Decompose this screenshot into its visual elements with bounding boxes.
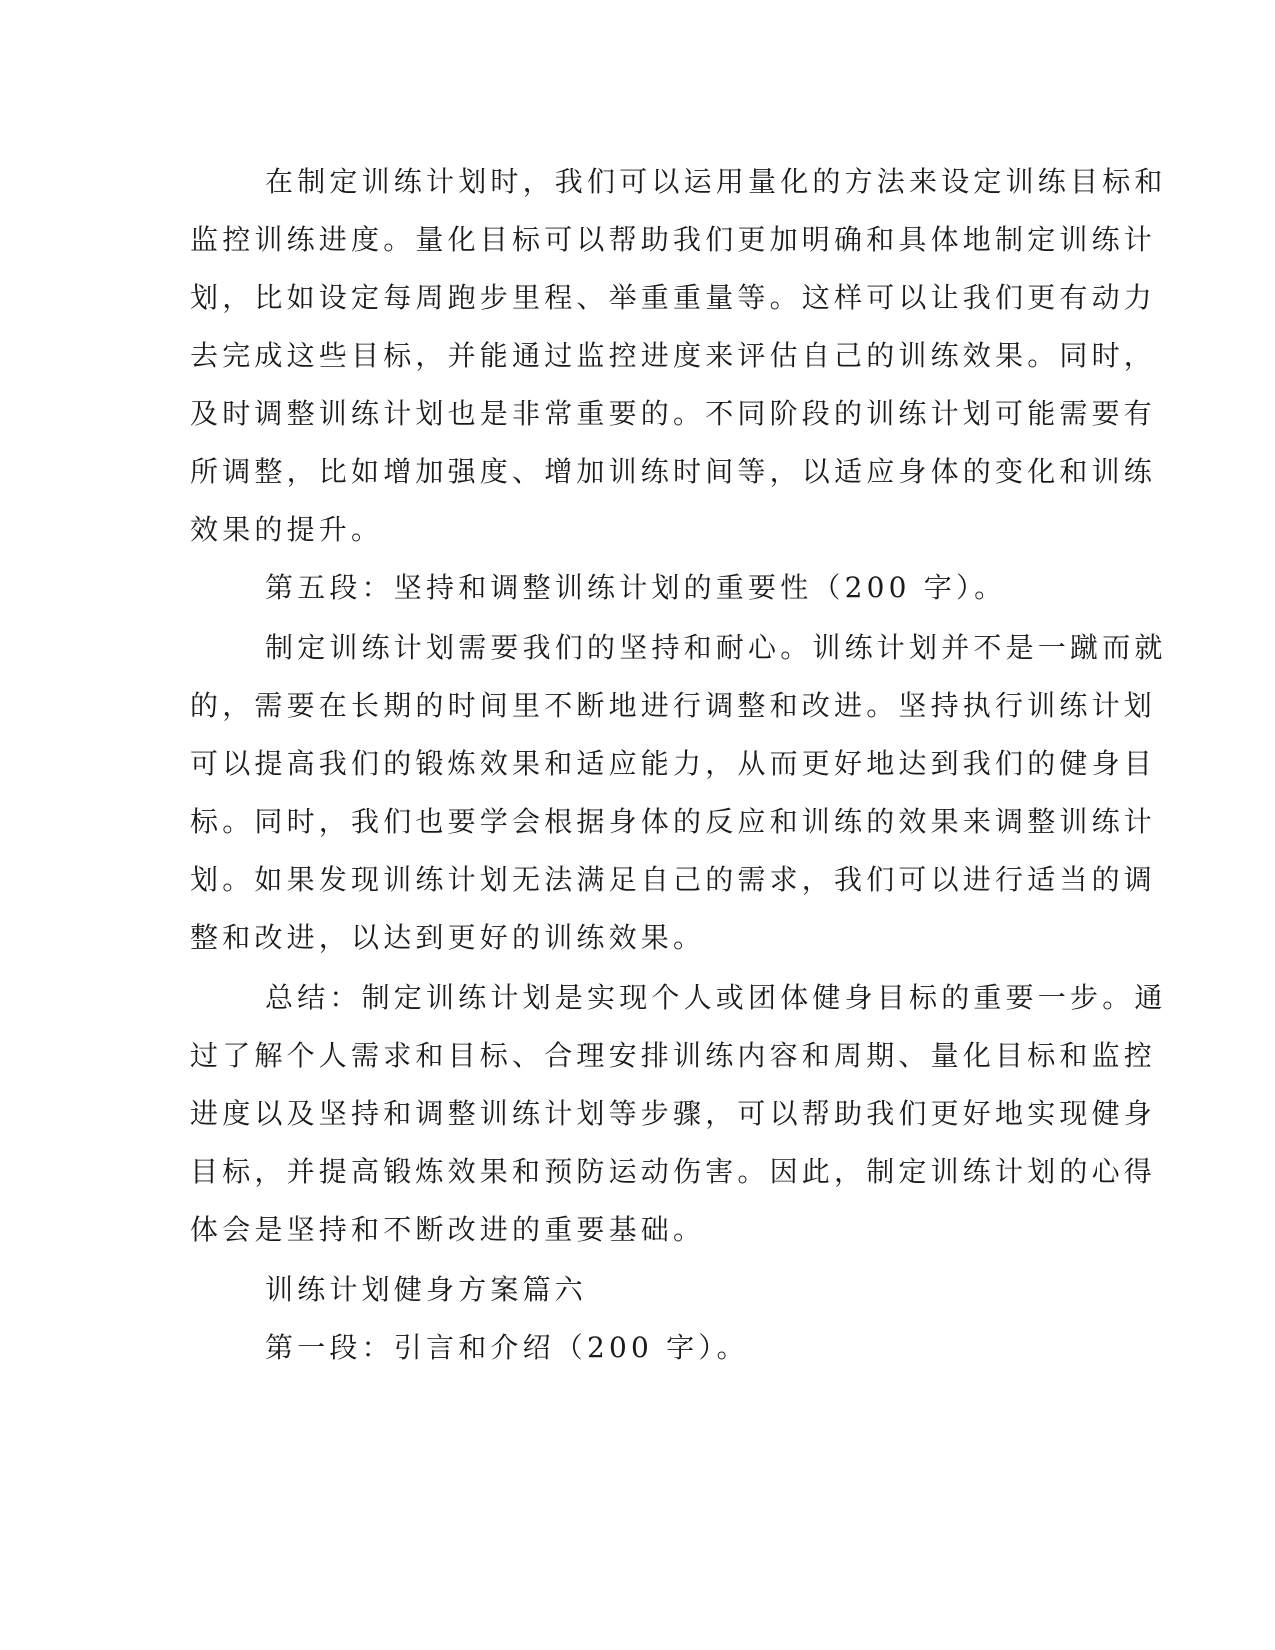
summary-line-2: 过了解个人需求和目标、合理安排训练内容和周期、量化目标和监控	[190, 1039, 1157, 1072]
paragraph-4-line-2: 监控训练进度。量化目标可以帮助我们更加明确和具体地制定训练计	[190, 223, 1157, 256]
summary-line-3: 进度以及坚持和调整训练计划等步骤，可以帮助我们更好地实现健身	[190, 1097, 1157, 1130]
paragraph-4-line-3: 划，比如设定每周跑步里程、举重重量等。这样可以让我们更有动力	[190, 281, 1157, 314]
paragraph-4-line-6: 所调整，比如增加强度、增加训练时间等，以适应身体的变化和训练	[190, 455, 1157, 488]
paragraph-4-line-1: 在制定训练计划时，我们可以运用量化的方法来设定训练目标和	[265, 165, 1167, 198]
paragraph-4-line-4: 去完成这些目标，并能通过监控进度来评估自己的训练效果。同时，	[190, 339, 1157, 372]
summary-line-1: 总结：制定训练计划是实现个人或团体健身目标的重要一步。通	[265, 981, 1167, 1014]
section-5-heading: 第五段：坚持和调整训练计划的重要性（200 字）。	[265, 571, 1007, 604]
paragraph-5-line-4: 标。同时，我们也要学会根据身体的反应和训练的效果来调整训练计	[190, 805, 1157, 838]
paragraph-5-line-3: 可以提高我们的锻炼效果和适应能力，从而更好地达到我们的健身目	[190, 747, 1157, 780]
paragraph-5-line-2: 的，需要在长期的时间里不断地进行调整和改进。坚持执行训练计划	[190, 689, 1157, 722]
paragraph-5-line-5: 划。如果发现训练计划无法满足自己的需求，我们可以进行适当的调	[190, 863, 1157, 896]
paragraph-5-line-1: 制定训练计划需要我们的坚持和耐心。训练计划并不是一蹴而就	[265, 631, 1167, 664]
paragraph-5-line-6: 整和改进，以达到更好的训练效果。	[190, 921, 706, 954]
section-1-heading: 第一段：引言和介绍（200 字）。	[265, 1331, 749, 1364]
paragraph-4-line-5: 及时调整训练计划也是非常重要的。不同阶段的训练计划可能需要有	[190, 397, 1157, 430]
article-title-part-6: 训练计划健身方案篇六	[265, 1273, 588, 1306]
summary-line-4: 目标，并提高锻炼效果和预防运动伤害。因此，制定训练计划的心得	[190, 1155, 1157, 1188]
summary-line-5: 体会是坚持和不断改进的重要基础。	[190, 1213, 706, 1246]
paragraph-4-line-7: 效果的提升。	[190, 513, 384, 546]
